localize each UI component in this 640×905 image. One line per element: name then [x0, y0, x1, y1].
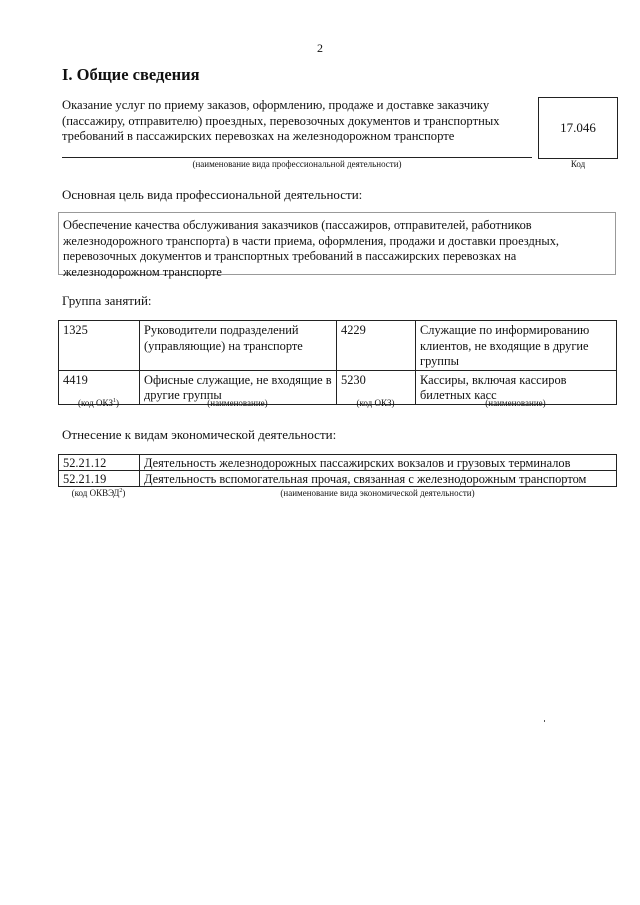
main-goal-text: Обеспечение качества обслуживания заказчиков (пассажиров, отправителей, работников железнодорожного транспорта) в части приема, оформления, продажи и доставки проездных, перевозочных документов и транспортных требований в пассажирских перевозках на железнодорожном транспорте	[63, 218, 560, 279]
occupation-name-cell: Служащие по информированию клиентов, не входящие в другие группы	[416, 321, 617, 371]
okz-code-caption-2: (код ОКЗ)	[356, 398, 395, 408]
occupation-name-cell: Офисные служащие, не входящие в другие группы	[140, 370, 337, 404]
activity-code-box	[538, 97, 618, 159]
activity-name: Оказание услуг по приему заказов, оформлению, продаже и доставке заказчику (пассажиру, отправителю) проездных, перевозочных документов и транспортных требований в пассажирских перевозках на железнодорожном транспорте	[62, 98, 500, 144]
okz-code-caption: (код ОКЗ$^1$)	[78, 398, 119, 408]
activity-code: 17.046	[560, 120, 596, 135]
okved-code-cell: 52.21.12	[59, 455, 140, 471]
activity-code-caption: Код	[570, 159, 586, 169]
economic-activity-label: Отнесение к видам экономической деятельности:	[62, 427, 337, 442]
occupation-table	[58, 320, 617, 405]
okz-code-cell: 4229	[337, 321, 416, 371]
activity-name-caption: (наименование вида профессиональной деятельности)	[192, 159, 402, 169]
occupation-group-label: Группа занятий:	[62, 293, 152, 308]
table-row	[59, 455, 617, 471]
table-row	[59, 321, 617, 371]
okz-code-cell: 4419	[59, 370, 140, 404]
economic-activity-name-caption: (наименование вида экономической деятельности)	[280, 488, 475, 498]
main-goal-label: Основная цель вида профессиональной деятельности:	[62, 187, 363, 202]
main-goal-box	[58, 212, 616, 279]
okved-code-cell: 52.21.19	[59, 471, 140, 487]
okved-code-caption: (код ОКВЭД$^2$)	[71, 488, 126, 498]
occupation-name-cell: Руководители подразделений (управляющие) на транспорте	[140, 321, 337, 371]
occupation-name-caption: (наименование)	[207, 398, 268, 408]
scan-speck	[544, 720, 545, 722]
economic-activity-name-cell: Деятельность вспомогательная прочая, связанная с железнодорожным транспортом	[140, 471, 617, 487]
page-number: 2	[317, 41, 323, 55]
okz-code-cell: 5230	[337, 370, 416, 404]
occupation-name-cell: Кассиры, включая кассиров билетных касс	[416, 370, 617, 404]
section-title: I. Общие сведения	[62, 65, 200, 84]
okz-code-cell: 1325	[59, 321, 140, 371]
activity-name-underline	[62, 157, 532, 158]
economic-activity-table	[58, 454, 617, 487]
economic-activity-name-cell: Деятельность железнодорожных пассажирских вокзалов и грузовых терминалов	[140, 455, 617, 471]
occupation-name-caption-2: (наименование)	[485, 398, 546, 408]
table-row	[59, 471, 617, 487]
